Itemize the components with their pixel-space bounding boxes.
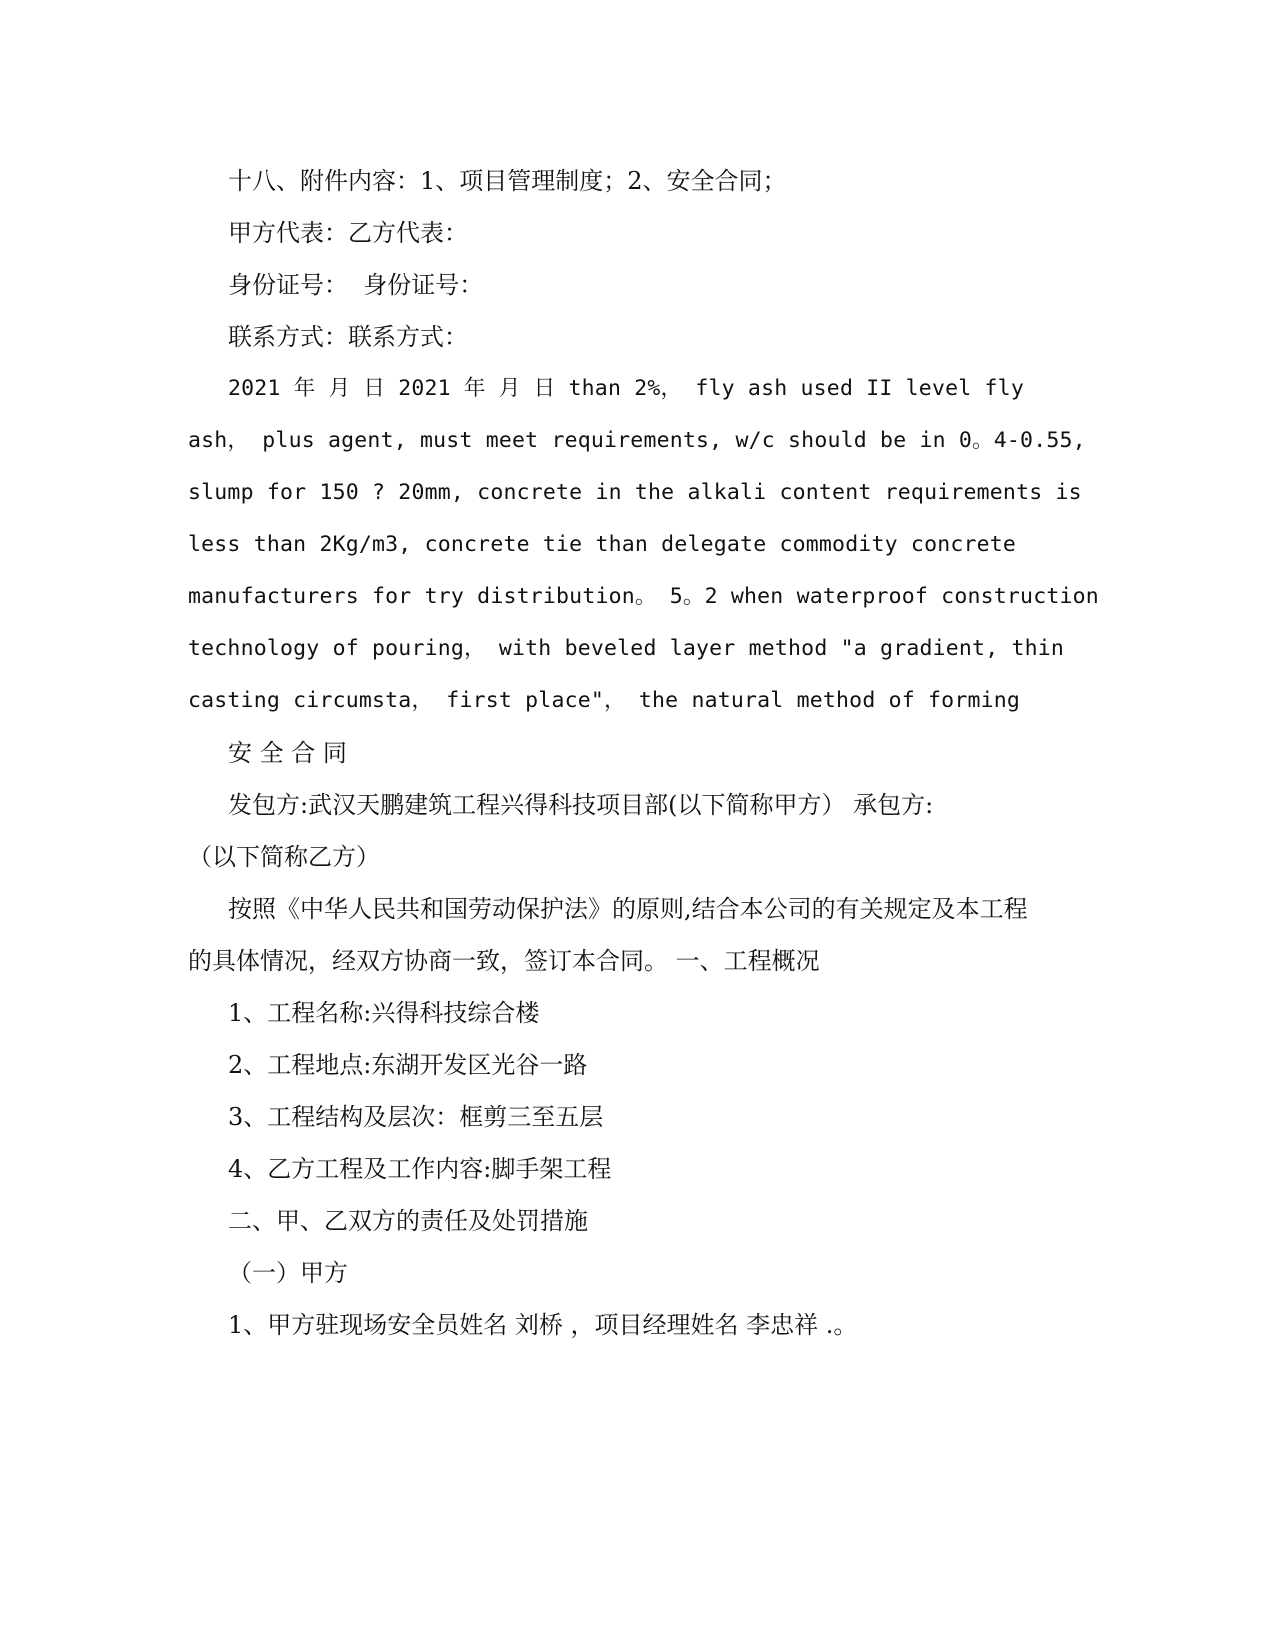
responsibilities-heading: 二、甲、乙双方的责任及处罚措施: [228, 1207, 588, 1235]
appendix-line: 十八、附件内容：1、项目管理制度；2、安全合同；: [228, 167, 787, 195]
preamble-line-continued: 的具体情况，经双方协商一致，签订本合同。 一、工程概况: [188, 947, 820, 975]
english-text-line: manufacturers for try distribution。 5。2 when waterproof construction: [188, 584, 1099, 609]
party-a-heading: （一）甲方: [228, 1259, 348, 1287]
date-english-line: 2021 年 月 日 2021 年 月 日 than 2%， fly ash used II level fly: [228, 376, 1024, 401]
contractor-line: 发包方:武汉天鹏建筑工程兴得科技项目部(以下简称甲方） 承包方:: [228, 791, 934, 819]
english-text-line: technology of pouring， with beveled layer method "a gradient, thin: [188, 636, 1065, 661]
preamble-line: 按照《中华人民共和国劳动保护法》的原则,结合本公司的有关规定及本工程: [228, 895, 1028, 923]
project-location-line: 2、工程地点:东湖开发区光谷一路: [228, 1051, 588, 1079]
section-title: 安 全 合 同: [228, 739, 347, 767]
english-text-line: less than 2Kg/m3, concrete tie than delegate commodity concrete: [188, 532, 1017, 557]
safety-officer-line: 1、甲方驻现场安全员姓名 刘桥 ，项目经理姓名 李忠祥 .。: [228, 1311, 858, 1339]
representatives-line: 甲方代表：乙方代表：: [228, 219, 468, 247]
contractor-line-continued: （以下简称乙方）: [188, 843, 380, 871]
english-text-line: casting circumsta， first place"， the natural method of forming: [188, 688, 1021, 713]
project-structure-line: 3、工程结构及层次：框剪三至五层: [228, 1103, 604, 1131]
work-content-line: 4、乙方工程及工作内容:脚手架工程: [228, 1155, 612, 1183]
contact-line: 联系方式：联系方式：: [228, 323, 468, 351]
english-text-line: slump for 150 ? 20mm, concrete in the alkali content requirements is: [188, 480, 1082, 505]
project-name-line: 1、工程名称:兴得科技综合楼: [228, 999, 540, 1027]
english-text-line: ash， plus agent, must meet requirements, w/c should be in 0。4-0.55,: [188, 428, 1086, 453]
id-number-line: 身份证号： 身份证号：: [228, 271, 484, 299]
